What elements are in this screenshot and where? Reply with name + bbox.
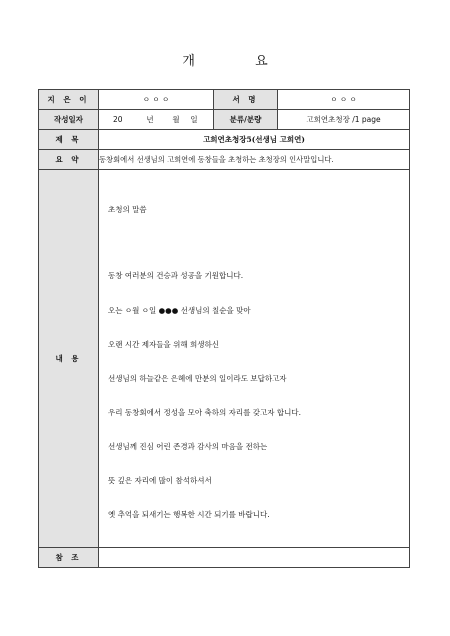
author-value[interactable]: ㅇ ㅇ ㅇ	[99, 90, 214, 110]
content-line: 옛 추억을 되새기는 행복한 시간 되기를 바랍니다.	[108, 510, 270, 519]
summary-value[interactable]: 동창회에서 선생님의 고희연에 동창들을 초청하는 초청장의 인사말입니다.	[99, 150, 410, 170]
category-value[interactable]: 고희연초청장 /1 page	[278, 110, 410, 130]
content-line: 우리 동창회에서 정성을 모아 축하의 자리를 갖고자 합니다.	[108, 408, 301, 417]
signature-label: 서 명	[214, 90, 278, 110]
reference-value[interactable]	[99, 548, 410, 568]
subject-value[interactable]: 고희연초청장5(선생님 고희연)	[99, 130, 410, 150]
date-month-unit: 월	[172, 115, 180, 124]
summary-form-table	[38, 89, 410, 568]
content-line: 동창 여러분의 건승과 성공을 기원합니다.	[108, 271, 244, 280]
date-year-number: 20	[113, 115, 123, 124]
category-label: 분류/분량	[214, 110, 278, 130]
content-body[interactable]	[99, 170, 410, 548]
content-line: 오랜 시간 제자들을 위해 희생하신	[108, 340, 219, 349]
author-label: 지 은 이	[39, 90, 99, 110]
content-line: 선생님께 진심 어린 존경과 감사의 마음을 전하는	[108, 442, 268, 451]
date-value[interactable]	[99, 110, 214, 130]
summary-label: 요 약	[39, 150, 99, 170]
content-line: 뜻 깊은 자리에 많이 참석하셔서	[108, 476, 212, 485]
content-line: 선생님의 하늘같은 은혜에 만분의 일이라도 보답하고자	[108, 374, 287, 383]
content-line: 오는 ㅇ월 ㅇ일 ●●● 선생님의 칠순을 맞아	[108, 306, 251, 315]
signature-value[interactable]: ㅇ ㅇ ㅇ	[278, 90, 410, 110]
content-lines	[108, 170, 398, 548]
date-year-unit: 년	[146, 115, 154, 124]
content-label: 내 용	[39, 170, 99, 548]
date-day-unit: 일	[190, 115, 198, 124]
document-title: 개 요	[182, 54, 296, 69]
subject-label: 제 목	[39, 130, 99, 150]
reference-label: 참 조	[39, 548, 99, 568]
date-label: 작성일자	[39, 110, 99, 130]
content-line: 초청의 말씀	[108, 205, 147, 214]
date-fields	[99, 114, 213, 125]
